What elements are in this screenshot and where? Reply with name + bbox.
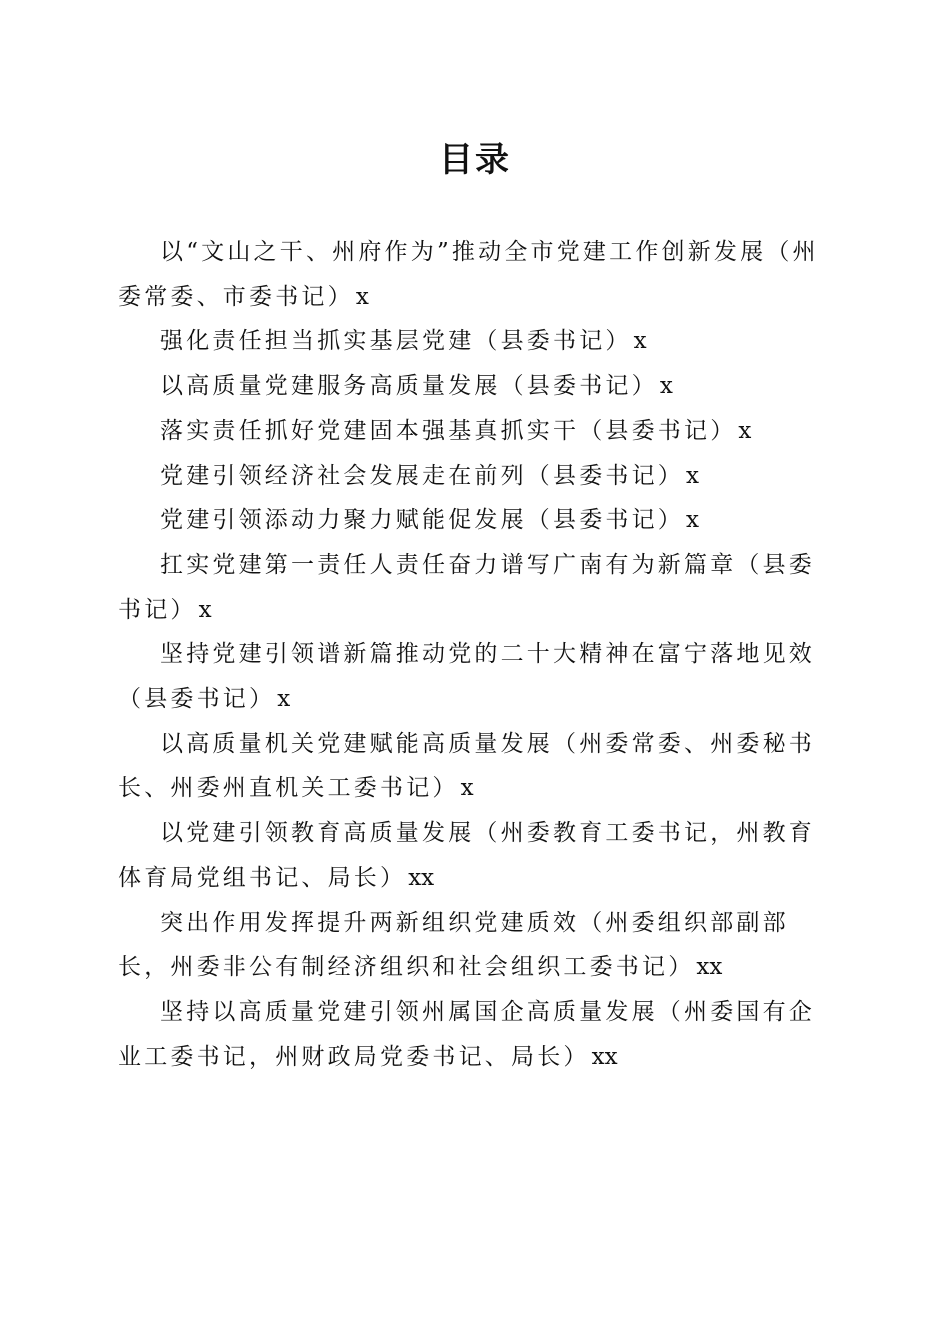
toc-entry[interactable]	[118, 498, 830, 543]
toc-entry-page: x	[633, 328, 647, 355]
toc-entry-text: 坚持党建引领谱新篇推动党的二十大精神在富宁落地见效（县委书记）	[118, 641, 815, 713]
toc-entry[interactable]	[118, 990, 830, 1079]
toc-entry-page: x	[686, 507, 699, 534]
toc-entry[interactable]	[118, 901, 830, 990]
toc-entry[interactable]	[118, 364, 830, 409]
toc-entry-page: x	[460, 775, 474, 802]
toc-entry[interactable]	[118, 454, 830, 499]
toc-entry-text: 扛实党建第一责任人责任奋力谱写广南有为新篇章（县委书记）	[118, 551, 815, 623]
toc-entry-page: xx	[591, 1043, 618, 1070]
toc-entry[interactable]	[118, 409, 830, 454]
toc-entry[interactable]	[118, 230, 830, 319]
toc-entry[interactable]	[118, 543, 830, 632]
toc-entry-page: x	[355, 283, 369, 310]
toc-entry-text: 突出作用发挥提升两新组织党建质效（州委组织部副部长，州委非公有制经济组织和社会组织工委书记）	[118, 909, 789, 981]
toc-entry-page: x	[277, 686, 291, 713]
toc-entry[interactable]	[118, 319, 830, 364]
toc-entry-text: 坚持以高质量党建引领州属国企高质量发展（州委国有企业工委书记，州财政局党委书记、局长）	[118, 998, 815, 1070]
toc-entry-text: 以高质量机关党建赋能高质量发展（州委常委、州委秘书长、州委州直机关工委书记）	[118, 730, 815, 802]
toc-entry-page: x	[659, 373, 673, 400]
toc-entry-text: 党建引领经济社会发展走在前列（县委书记）	[160, 462, 684, 489]
toc-entry-page: x	[738, 417, 752, 444]
toc-entry-text: 党建引领添动力聚力赋能促发展（县委书记）	[160, 507, 684, 534]
toc-entry-text: 以高质量党建服务高质量发展（县委书记）	[160, 373, 658, 400]
toc-entry-page: x	[686, 462, 699, 489]
toc-entry-text: 以党建引领教育高质量发展（州委教育工委书记，州教育体育局党组书记、局长）	[118, 820, 815, 891]
toc-entry-page: xx	[696, 954, 723, 981]
toc-list	[118, 230, 830, 1079]
toc-entry-page: xx	[408, 864, 435, 891]
toc-entry[interactable]	[118, 722, 830, 811]
toc-entry-page: x	[198, 596, 212, 623]
toc-entry-text: 以“文山之干、州府作为”推动全市党建工作创新发展（州委常委、市委书记）	[118, 239, 819, 310]
toc-title: 目录	[439, 140, 511, 180]
toc-entry[interactable]	[118, 811, 830, 900]
toc-entry[interactable]	[118, 632, 830, 721]
toc-entry-text: 强化责任担当抓实基层党建（县委书记）	[160, 328, 632, 355]
toc-entry-text: 落实责任抓好党建固本强基真抓实干（县委书记）	[160, 417, 737, 444]
